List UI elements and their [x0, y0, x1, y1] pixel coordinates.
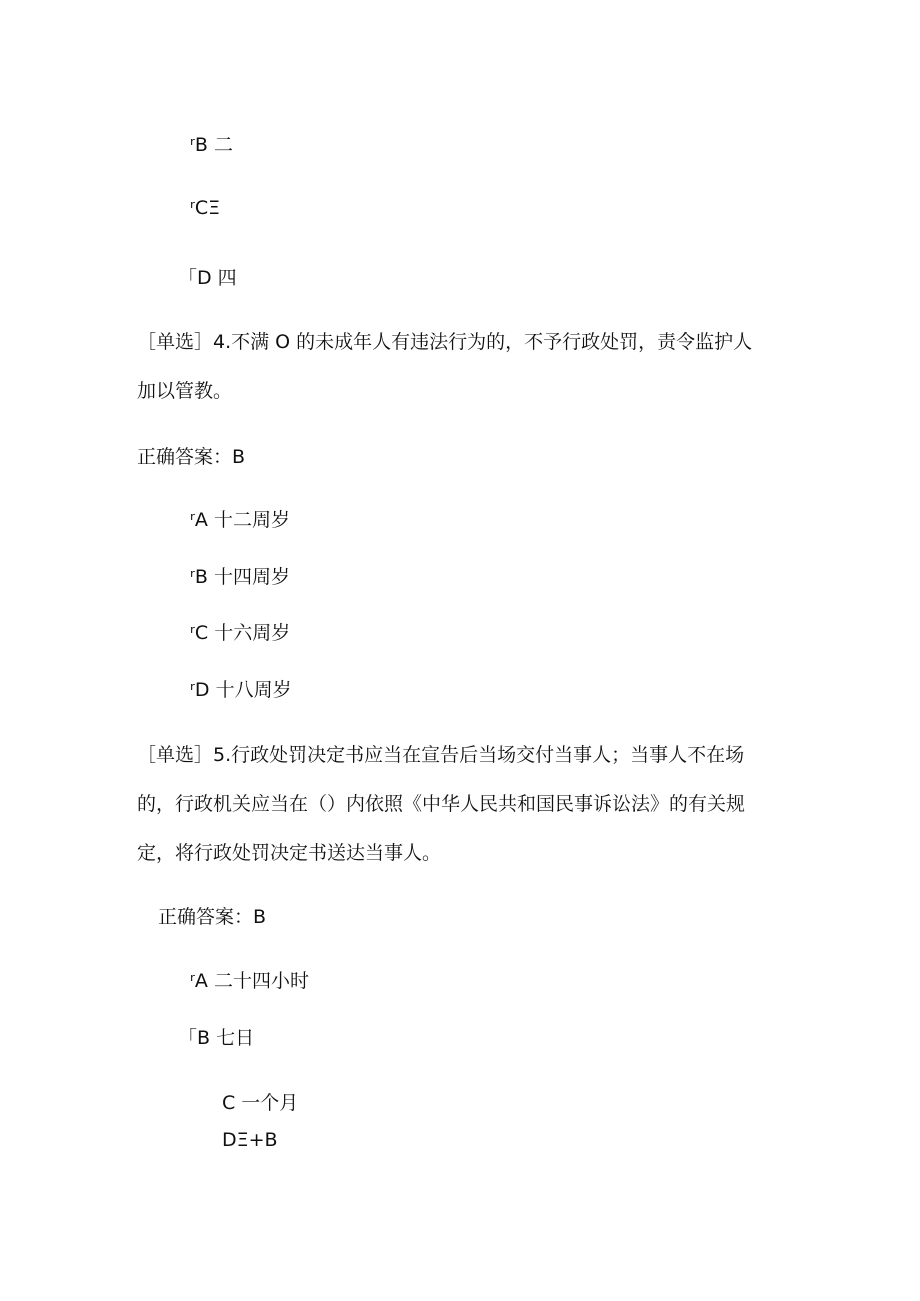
q5-text-line-2: 的，行政机关应当在（）内依照《中华人民共和国民事诉讼法》的有关规	[137, 793, 746, 815]
q4-option-b: ʳB 十四周岁	[190, 566, 290, 588]
q5-option-d: DΞ+B	[222, 1129, 278, 1151]
q4-answer: 正确答案：B	[137, 446, 246, 468]
q4-option-a: ʳA 十二周岁	[190, 509, 290, 531]
prev-option-b: ʳB 二	[190, 134, 233, 156]
q4-option-d: ʳD 十八周岁	[190, 679, 292, 701]
q4-option-c: ʳC 十六周岁	[190, 622, 291, 644]
q5-option-c: C 一个月	[222, 1092, 299, 1114]
q4-text-line-1: ［单选］4.不满 O 的未成年人有违法行为的，不予行政处罚，责令监护人	[137, 331, 753, 353]
q5-option-b: 「B 七日	[178, 1027, 255, 1049]
q5-answer: 正确答案：B	[158, 906, 267, 928]
q5-option-a: ʳA 二十四小时	[190, 970, 309, 992]
q5-text-line-1: ［单选］5.行政处罚决定书应当在宣告后当场交付当事人；当事人不在场	[137, 744, 745, 766]
prev-option-c: ʳCΞ	[190, 197, 221, 219]
q5-text-line-3: 定，将行政处罚决定书送达当事人。	[137, 842, 442, 864]
prev-option-d: 「D 四	[178, 267, 237, 289]
q4-text-line-2: 加以管教。	[137, 380, 233, 402]
